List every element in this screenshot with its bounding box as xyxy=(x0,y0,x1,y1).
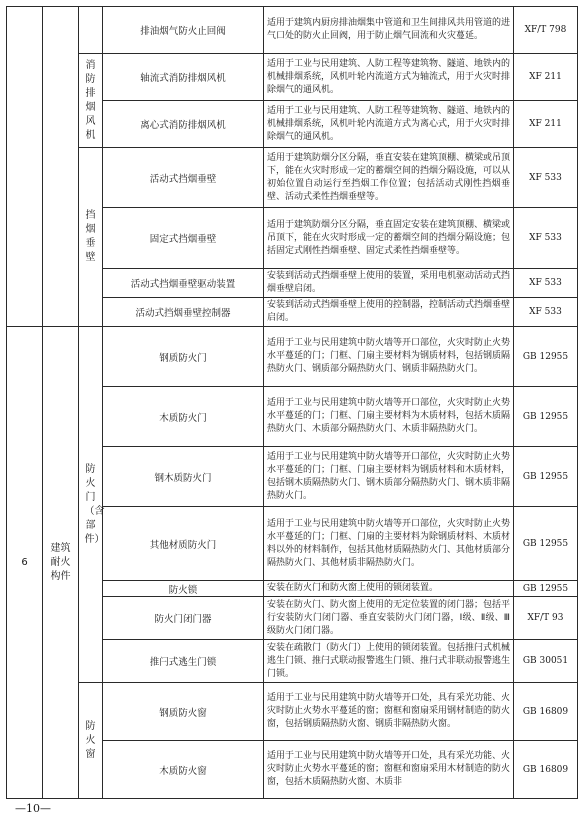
spec-table xyxy=(6,6,578,799)
product-name: 其他材质防火门 xyxy=(103,507,264,581)
category-name-cell: 建筑耐火构件 xyxy=(43,327,79,799)
subcategory-window: 防火窗 xyxy=(79,683,103,799)
product-name: 固定式挡烟垂壁 xyxy=(103,208,264,269)
product-name: 排油烟气防火止回阀 xyxy=(103,7,264,54)
product-description: 适用于工业与民用建筑中防火墙等开口处，具有采光功能、火灾时防止火势水平蔓延的窗；窗框和窗扇采用钢材制造的防火窗，包括钢质隔热防火窗、钢质非隔热防火窗。 xyxy=(264,683,514,741)
page-number: —10— xyxy=(15,802,51,815)
standard-code: XF/T 798 xyxy=(514,7,578,54)
product-description: 适用于工业与民用建筑、人防工程等建筑物、隧道、地铁内的机械排烟系统，风机叶轮内流道方式为轴流式，用于火灾时排除烟气的通风机。 xyxy=(264,54,514,101)
standard-code: XF 533 xyxy=(514,148,578,208)
subcategory-cell xyxy=(79,7,103,54)
product-name: 木质防火门 xyxy=(103,387,264,447)
product-name: 钢质防火窗 xyxy=(103,683,264,741)
product-name: 防火锁 xyxy=(103,581,264,597)
standard-code: XF 533 xyxy=(514,208,578,269)
category-name-cell xyxy=(43,7,79,327)
standard-code: GB 30051 xyxy=(514,640,578,683)
product-name: 防火门闭门器 xyxy=(103,597,264,640)
product-name: 木质防火窗 xyxy=(103,741,264,799)
standard-code: GB 12955 xyxy=(514,327,578,387)
standard-code: XF 533 xyxy=(514,298,578,327)
standard-code: GB 16809 xyxy=(514,683,578,741)
product-name: 活动式挡烟垂壁 xyxy=(103,148,264,208)
product-name: 推闩式逃生门锁 xyxy=(103,640,264,683)
standard-code: GB 16809 xyxy=(514,741,578,799)
standard-code: GB 12955 xyxy=(514,447,578,507)
product-name: 钢木质防火门 xyxy=(103,447,264,507)
standard-code: GB 12955 xyxy=(514,507,578,581)
standard-code: GB 12955 xyxy=(514,581,578,597)
subcategory-door: 防火门（含部件） xyxy=(79,327,103,683)
standard-code: XF 211 xyxy=(514,54,578,101)
category-number-cell xyxy=(7,7,43,327)
product-description: 适用于建筑内厨房排油烟集中管道和卫生间排风共用管道的进气口处的防火止回阀，用于防止烟气回流和火灾蔓延。 xyxy=(264,7,514,54)
product-name: 离心式消防排烟风机 xyxy=(103,101,264,148)
standard-code: XF 533 xyxy=(514,269,578,298)
table-row xyxy=(7,7,578,54)
product-description: 安装在疏散门（防火门）上使用的锁闭装置。包括推闩式机械逃生门锁、推闩式联动报警逃生门锁、推闩式非联动报警逃生门锁。 xyxy=(264,640,514,683)
product-description: 适用于工业与民用建筑中防火墙等开口处，具有采光功能、火灾时防止火势水平蔓延的窗；窗框和窗扇采用木材制造的防火窗，包括木质隔热防火窗、木质非 xyxy=(264,741,514,799)
table-row xyxy=(7,683,578,741)
standard-code: GB 12955 xyxy=(514,387,578,447)
product-description: 适用于工业与民用建筑中防火墙等开口部位，火灾时防止火势水平蔓延的门；门框、门扇主要材料为钢质材料，包括钢质隔热防火门、钢质部分隔热防火门、钢质非隔热防火门。 xyxy=(264,327,514,387)
table-row xyxy=(7,327,578,387)
product-description: 安装到活动式挡烟垂壁上使用的装置，采用电机驱动活动式挡烟垂壁启闭。 xyxy=(264,269,514,298)
product-name: 活动式挡烟垂壁控制器 xyxy=(103,298,264,327)
product-description: 适用于工业与民用建筑、人防工程等建筑物、隧道、地铁内的机械排烟系统，风机叶轮内流道方式为离心式，用于火灾时排除烟气的通风机。 xyxy=(264,101,514,148)
subcategory-fan: 消防排烟风机 xyxy=(79,54,103,148)
category-number-cell: 6 xyxy=(7,327,43,799)
product-description: 适用于工业与民用建筑中防火墙等开口部位，火灾时防止火势水平蔓延的门；门框、门扇的主要材料为除钢质材料、木质材料以外的材料制作，包括其他材质隔热防火门、其他材质部分隔热防火门、其他材质非隔热防火门。 xyxy=(264,507,514,581)
product-description: 适用于工业与民用建筑中防火墙等开口部位，火灾时防止火势水平蔓延的门；门框、门扇主要材料为钢质材料和木质材料，包括钢木质隔热防火门、钢木质部分隔热防火门、钢木质非隔热防火门。 xyxy=(264,447,514,507)
subcategory-curtain: 挡烟垂壁 xyxy=(79,148,103,327)
product-description: 安装在防火门、防火窗上使用的无定位装置的闭门器；包括平行安装防火门闭门器、垂直安装防火门闭门器，Ⅰ级、Ⅱ级、Ⅲ级防火门闭门器。 xyxy=(264,597,514,640)
product-description: 适用于建筑防烟分区分隔，垂直固定安装在建筑顶棚、横梁或吊顶下，能在火灾时形成一定的蓄烟空间的挡烟分隔设施；包括固定式刚性挡烟垂壁、固定式柔性挡烟垂壁等。 xyxy=(264,208,514,269)
standard-code: XF 211 xyxy=(514,101,578,148)
product-name: 轴流式消防排烟风机 xyxy=(103,54,264,101)
product-description: 安装在防火门和防火窗上使用的锁闭装置。 xyxy=(264,581,514,597)
table-row xyxy=(7,148,578,208)
product-name: 钢质防火门 xyxy=(103,327,264,387)
standard-code: XF/T 93 xyxy=(514,597,578,640)
table-row xyxy=(7,54,578,101)
product-description: 适用于工业与民用建筑中防火墙等开口部位，火灾时防止火势水平蔓延的门；门框、门扇主要材料为木质材料，包括木质隔热防火门、木质部分隔热防火门、木质非隔热防火门。 xyxy=(264,387,514,447)
product-description: 安装到活动式挡烟垂壁上使用的控制器，控制活动式挡烟垂壁启闭。 xyxy=(264,298,514,327)
product-description: 适用于建筑防烟分区分隔，垂直安装在建筑顶棚、横梁或吊顶下，能在火灾时形成一定的蓄烟空间的挡烟分隔设施，可以从初始位置自动运行至挡烟工作位置；包括活动式刚性挡烟垂壁、活动式柔性挡烟垂壁等。 xyxy=(264,148,514,208)
product-name: 活动式挡烟垂壁驱动装置 xyxy=(103,269,264,298)
